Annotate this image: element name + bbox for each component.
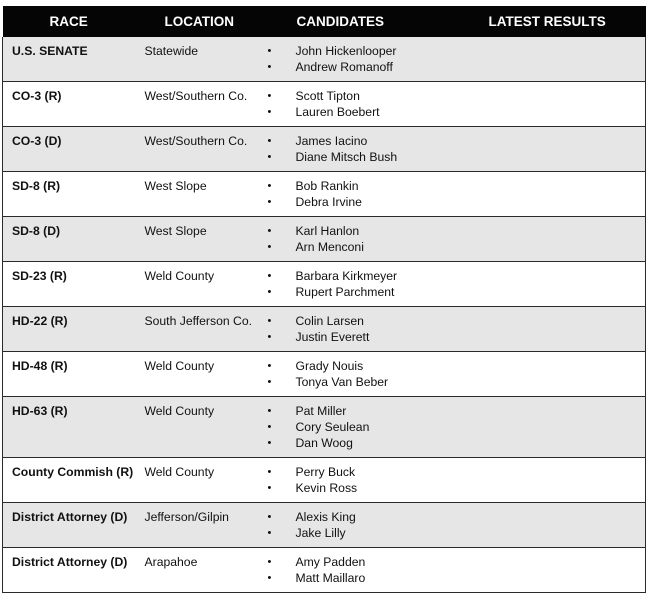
candidate-name: John Hickenlooper xyxy=(295,44,397,58)
bullet-icon: • xyxy=(267,482,272,494)
candidate-name: Diane Mitsch Bush xyxy=(295,150,398,164)
location-cell: West Slope xyxy=(137,217,260,262)
candidate-item xyxy=(268,88,441,104)
candidates-cell xyxy=(260,127,441,172)
candidate-item xyxy=(268,313,441,329)
latest-results-cell xyxy=(441,37,646,82)
candidate-list xyxy=(268,268,441,300)
candidates-cell xyxy=(260,262,441,307)
race-cell: County Commish (R) xyxy=(3,458,137,503)
table-row xyxy=(3,37,646,82)
candidate-item xyxy=(268,554,441,570)
candidate-name: Rupert Parchment xyxy=(295,285,395,299)
latest-results-cell xyxy=(441,397,646,458)
bullet-icon: • xyxy=(267,180,272,192)
candidate-item xyxy=(268,525,441,541)
location-cell: West Slope xyxy=(137,172,260,217)
race-cell: SD-8 (R) xyxy=(3,172,137,217)
candidate-name: Cory Seulean xyxy=(295,420,370,434)
table-body xyxy=(3,37,646,593)
candidate-name: Karl Hanlon xyxy=(295,224,360,238)
candidate-name: Lauren Boebert xyxy=(295,105,380,119)
candidates-cell xyxy=(260,503,441,548)
table-row xyxy=(3,217,646,262)
candidate-list xyxy=(268,464,441,496)
candidate-name: Matt Maillaro xyxy=(295,571,366,585)
bullet-icon: • xyxy=(267,466,272,478)
bullet-icon: • xyxy=(267,360,272,372)
latest-results-cell xyxy=(441,262,646,307)
table-row xyxy=(3,82,646,127)
candidate-name: Debra Irvine xyxy=(295,195,362,209)
candidate-item xyxy=(268,403,441,419)
candidates-cell xyxy=(260,82,441,127)
bullet-icon: • xyxy=(267,556,272,568)
race-cell: SD-23 (R) xyxy=(3,262,137,307)
candidates-cell xyxy=(260,217,441,262)
candidate-name: Perry Buck xyxy=(295,465,356,479)
candidate-item xyxy=(268,464,441,480)
location-cell: Weld County xyxy=(137,262,260,307)
candidates-cell xyxy=(260,37,441,82)
bullet-icon: • xyxy=(267,270,272,282)
table-row xyxy=(3,352,646,397)
candidate-name: Bob Rankin xyxy=(295,179,359,193)
latest-results-cell xyxy=(441,217,646,262)
location-cell: Weld County xyxy=(137,458,260,503)
candidate-name: Alexis King xyxy=(295,510,356,524)
latest-results-cell xyxy=(441,82,646,127)
location-cell: West/Southern Co. xyxy=(137,127,260,172)
candidate-list xyxy=(268,178,441,210)
candidate-name: Tonya Van Beber xyxy=(295,375,389,389)
candidate-item xyxy=(268,59,441,75)
bullet-icon: • xyxy=(267,331,272,343)
bullet-icon: • xyxy=(267,106,272,118)
candidate-name: Barbara Kirkmeyer xyxy=(295,269,398,283)
table-row xyxy=(3,127,646,172)
candidate-item xyxy=(268,435,441,451)
location-cell: Weld County xyxy=(137,397,260,458)
race-cell: HD-22 (R) xyxy=(3,307,137,352)
bullet-icon: • xyxy=(267,376,272,388)
table-row xyxy=(3,397,646,458)
bullet-icon: • xyxy=(267,315,272,327)
candidate-item xyxy=(268,133,441,149)
location-cell: Arapahoe xyxy=(137,548,260,593)
table-row xyxy=(3,262,646,307)
race-column-header: RACE xyxy=(3,6,137,37)
table-row xyxy=(3,458,646,503)
candidate-name: Justin Everett xyxy=(295,330,370,344)
candidate-list xyxy=(268,133,441,165)
candidate-item xyxy=(268,329,441,345)
candidates-cell xyxy=(260,352,441,397)
location-column-header: LOCATION xyxy=(137,6,260,37)
location-cell: South Jefferson Co. xyxy=(137,307,260,352)
candidate-list xyxy=(268,313,441,345)
candidate-name: Scott Tipton xyxy=(295,89,360,103)
candidate-name: Colin Larsen xyxy=(295,314,364,328)
race-cell: CO-3 (D) xyxy=(3,127,137,172)
location-cell: Jefferson/Gilpin xyxy=(137,503,260,548)
latest-results-cell xyxy=(441,172,646,217)
candidate-name: James Iacino xyxy=(295,134,368,148)
candidate-name: Grady Nouis xyxy=(295,359,364,373)
candidate-list xyxy=(268,43,441,75)
candidate-list xyxy=(268,509,441,541)
race-cell: HD-48 (R) xyxy=(3,352,137,397)
candidates-cell xyxy=(260,458,441,503)
table-row xyxy=(3,548,646,593)
race-cell: U.S. SENATE xyxy=(3,37,137,82)
bullet-icon: • xyxy=(267,45,272,57)
candidate-item xyxy=(268,43,441,59)
candidate-name: Amy Padden xyxy=(295,555,366,569)
candidate-item xyxy=(268,358,441,374)
bullet-icon: • xyxy=(267,286,272,298)
bullet-icon: • xyxy=(267,61,272,73)
candidate-list xyxy=(268,403,441,451)
candidate-item xyxy=(268,223,441,239)
candidate-name: Arn Menconi xyxy=(295,240,364,254)
latest-results-cell xyxy=(441,307,646,352)
candidate-item xyxy=(268,509,441,525)
candidate-item xyxy=(268,104,441,120)
race-cell: CO-3 (R) xyxy=(3,82,137,127)
candidate-name: Jake Lilly xyxy=(295,526,346,540)
candidates-cell xyxy=(260,548,441,593)
primary-races-sheet xyxy=(2,6,645,593)
bullet-icon: • xyxy=(267,405,272,417)
candidate-name: Kevin Ross xyxy=(295,481,358,495)
candidate-name: Andrew Romanoff xyxy=(295,60,393,74)
location-cell: West/Southern Co. xyxy=(137,82,260,127)
table-row xyxy=(3,307,646,352)
bullet-icon: • xyxy=(267,196,272,208)
bullet-icon: • xyxy=(267,135,272,147)
bullet-icon: • xyxy=(267,511,272,523)
candidate-list xyxy=(268,358,441,390)
bullet-icon: • xyxy=(267,437,272,449)
candidate-name: Dan Woog xyxy=(295,436,353,450)
race-cell: HD-63 (R) xyxy=(3,397,137,458)
bullet-icon: • xyxy=(267,90,272,102)
latest-results-cell xyxy=(441,127,646,172)
candidates-column-header: CANDIDATES xyxy=(260,6,441,37)
latest-results-cell xyxy=(441,458,646,503)
candidate-list xyxy=(268,554,441,586)
latest-results-cell xyxy=(441,548,646,593)
candidate-item xyxy=(268,419,441,435)
bullet-icon: • xyxy=(267,421,272,433)
latest-results-cell xyxy=(441,352,646,397)
candidate-item xyxy=(268,570,441,586)
candidate-item xyxy=(268,374,441,390)
table-row xyxy=(3,172,646,217)
table-row xyxy=(3,503,646,548)
candidate-list xyxy=(268,88,441,120)
bullet-icon: • xyxy=(267,572,272,584)
candidate-list xyxy=(268,223,441,255)
candidates-cell xyxy=(260,172,441,217)
candidates-cell xyxy=(260,397,441,458)
candidates-cell xyxy=(260,307,441,352)
race-cell: District Attorney (D) xyxy=(3,548,137,593)
bullet-icon: • xyxy=(267,225,272,237)
bullet-icon: • xyxy=(267,241,272,253)
candidate-item xyxy=(268,480,441,496)
candidate-item xyxy=(268,284,441,300)
latest-results-cell xyxy=(441,503,646,548)
bullet-icon: • xyxy=(267,151,272,163)
candidate-item xyxy=(268,268,441,284)
candidate-item xyxy=(268,239,441,255)
candidate-item xyxy=(268,194,441,210)
race-cell: SD-8 (D) xyxy=(3,217,137,262)
bullet-icon: • xyxy=(267,527,272,539)
header-row xyxy=(3,6,646,37)
race-cell: District Attorney (D) xyxy=(3,503,137,548)
location-cell: Weld County xyxy=(137,352,260,397)
races-table xyxy=(2,6,646,593)
candidate-item xyxy=(268,149,441,165)
candidate-name: Pat Miller xyxy=(295,404,347,418)
candidate-item xyxy=(268,178,441,194)
latest-results-column-header: LATEST RESULTS xyxy=(441,6,646,37)
table-header xyxy=(3,6,646,37)
location-cell: Statewide xyxy=(137,37,260,82)
